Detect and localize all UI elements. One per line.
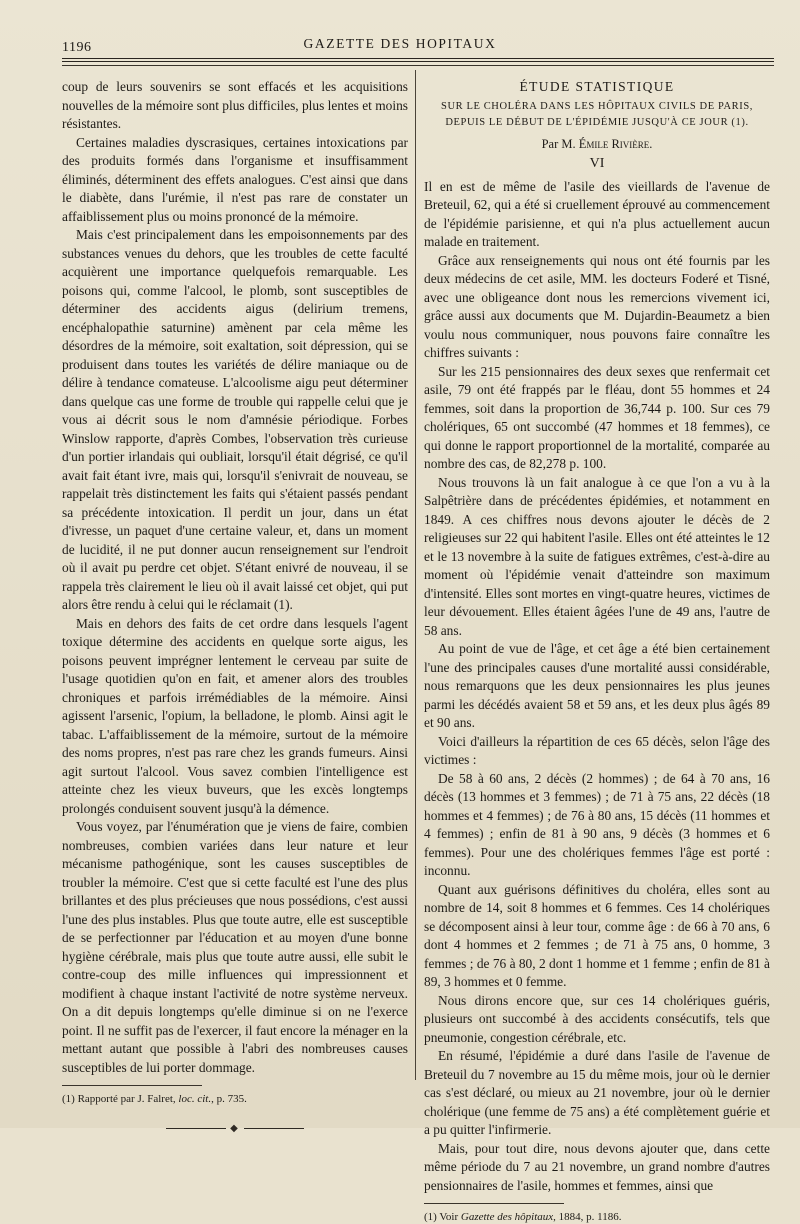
running-title: GAZETTE DES HOPITAUX [303, 36, 497, 51]
article-title: ÉTUDE STATISTIQUE [519, 79, 675, 94]
paragraph: De 58 à 60 ans, 2 décès (2 hommes) ; de 64 à 70 ans, 16 décès (13 hommes et 3 femmes) ; de 71 à 75 ans, 22 décès (18 hommes et 4 femmes) ; de 76 à 80 ans, 15 décès (11 hommes et 4 femmes) ; enfin de 81 à 90 ans, 9 décès (3 hommes et 6 femmes). Pour une des cholériques femmes l'âge est porté : inconnu. [424, 770, 770, 878]
page-number: 1196 [62, 40, 92, 55]
paragraph: Grâce aux renseignements qui nous ont été fournis par les deux médecins de cet asile, MM. les docteurs Foderé et Tisné, avec une obligeance dont nous les remercions vivement ici, grâce aussi aux documents que M. Dujardin-Beaumetz a bien voulu nous communiquer, nous pouvons faire connaître les chiffres suivants : [424, 252, 770, 360]
right-column [424, 78, 770, 1224]
column-divider [415, 70, 416, 1080]
paragraph: Voici d'ailleurs la répartition de ces 65 décès, selon l'âge des victimes : [424, 733, 770, 767]
footnote-text: Rapporté par J. Falret, [77, 1093, 176, 1105]
end-ornament [155, 1120, 315, 1139]
footnote-marker: (1) [424, 1211, 437, 1223]
paragraph: Il en est de même de l'asile des vieillards de l'avenue de Breteuil, 62, qui a été si cruellement éprouvé au commencement de l'épidémie parisienne, et qui n'a plus actuellement aucun malade en traitement. [424, 178, 770, 249]
paragraph: Nous dirons encore que, sur ces 14 cholériques guéris, plusieurs ont succombé à des accidents consécutifs, tels que pneumonie, congestion cérébrale, etc. [424, 992, 770, 1045]
byline [424, 135, 770, 154]
paragraph: En résumé, l'épidémie a duré dans l'asile de l'avenue de Breteuil du 7 novembre au 15 du même mois, jour où le dernier cas s'est déclaré, ou mieux au 21 novembre, jour où le dernier cholérique (une femme de 75 ans) a été complètement guérie et a pu quitter l'infirmerie. [424, 1048, 770, 1137]
footnote [424, 1210, 770, 1224]
paragraph: Certaines maladies dyscrasiques, certaines intoxications par des produits formés dans l'organisme et insuffisamment éliminés, déterminent des effets analogues. C'est ainsi que dans le diabète, dans l'urémie, il n'est pas rare de constater un affaiblissement plus ou moins prononcé de la mémoire. [62, 134, 408, 224]
paragraph: coup de leurs souvenirs se sont effacés et les acquisitions nouvelles de la mémoire sont plus difficiles, plus lentes et moins résistantes. [62, 79, 408, 131]
byline-author: Émile Rivière. [578, 136, 653, 151]
footnote-italic: Gazette des hôpitaux [460, 1211, 554, 1223]
paragraph: Mais c'est principalement dans les empoisonnements par des substances venues du dehors, que les troubles de cette faculté acquièrent une importance quelquefois remarquable. Les poisons qui, comme l'alcool, le plomb, sont susceptibles de déterminer des accidents aigus (delirium tremens, encéphalopathie saturnine) amènent par cela même les désordres de la mémoire, soit exaltation, soit dépression, qui se produisent dans toutes les variétés de délire maniaque ou de délire à tendance comateuse. L'alcoolisme aigu peut déterminer dans quelque cas une forme de trouble qui rappelle celui que je vous ai décrit sous le nom d'amnésie périodique. Forbes Winslow rapporte, d'après Combes, l'observation très curieuse d'un portier irlandais qui oubliait, lorsqu'il était dégrisé, ce qu'il avait fait étant ivre, mais qui, lorsqu'il s'enivrait de nouveau, se rappelait très distinctement les faits qui s'étaient passés pendant sa précédente intoxication. Il perdit un jour, dans un état d'ivresse, un paquet d'une certaine valeur, et, dans un moment de lucidité, il ne put donner aucun renseignement sur l'endroit où il avait pu perdre cet objet. S'étant enivré de nouveau, il se rappela très clairement le lieu où il avait laissé cet objet, qui put alors être rendu à celui qui le réclamait (1). [62, 227, 408, 612]
footnote-italic: loc. cit. [178, 1093, 212, 1105]
footnote-tail: , p. 735. [211, 1093, 247, 1105]
paragraph: Mais, pour tout dire, nous devons ajouter que, dans cette même période du 7 au 21 novembre, un grand nombre d'autres pensionnaires de l'asile, hommes et femmes, ainsi que [424, 1140, 770, 1193]
paragraph: Quant aux guérisons définitives du choléra, elles sont au nombre de 14, soit 8 hommes et 6 femmes. Ces 14 cholériques se décomposent ainsi à leur tour, comme âge : de 66 à 70 ans, 6 dont 4 hommes et 2 femmes ; de 71 à 75 ans, 0 homme, 3 femmes ; de 76 à 80, 2 dont 1 homme et 1 femme ; enfin de 81 à 89, 3 hommes et 0 femme. [424, 881, 770, 989]
article-subtitle: SUR LE CHOLÉRA DANS LES HÔPITAUX CIVILS DE PARIS, DEPUIS LE DÉBUT DE L'ÉPIDÉMIE JUSQU'À CE JOUR (1). [441, 100, 753, 128]
footnote-text: Voir [439, 1211, 459, 1223]
footnote-marker: (1) [62, 1093, 75, 1105]
footnote [62, 1092, 408, 1106]
paragraph: Sur les 215 pensionnaires des deux sexes que renfermait cet asile, 79 ont été frappés par le fléau, dont 55 hommes et 24 femmes, soit dans la proportion de 36,744 p. 100. Sur ces 79 cholériques, 65 ont succombé (47 hommes et 18 femmes), ce qui donne le rapport proportionnel de la mortalité, comparée au nombre des cas, de 82,278 p. 100. [424, 363, 770, 471]
paragraph: Au point de vue de l'âge, et cet âge a été bien certainement l'une des principales causes d'une mortalité aussi considérable, nous remarquons que les deux pensionnaires les plus jeunes parmi les décédés avaient 58 et 59 ans, et les deux plus âgés 89 et 90 ans. [424, 641, 770, 730]
header-thin-rule [62, 65, 774, 66]
footnote-rule [62, 1085, 202, 1086]
ornament-line [166, 1128, 226, 1129]
ornament-diamond-icon: ◆ [230, 1123, 240, 1134]
header-double-rule [62, 58, 774, 62]
paragraph: Nous trouvons là un fait analogue à ce que l'on a vu à la Salpêtrière dans de précédentes épidémies, et notamment en 1849. A ces chiffres nous devons ajouter le décès de 2 religieuses sur 22 qui habitent l'asile. Elles ont été atteintes le 12 et le 13 novembre à la suite de fatigues extrêmes, c'est-à-dire au moment où l'épidémie venait d'atteindre son maximum d'intensité. Elles sont mortes en vingt-quatre heures, victimes de leur dévouement. Elles étaient âgées l'une de 49 ans, l'autre de 58 ans. [424, 474, 770, 638]
footnote-tail: , 1884, p. 1186. [553, 1211, 622, 1223]
byline-prefix: Par M. [541, 136, 576, 151]
paragraph: Vous voyez, par l'énumération que je viens de faire, combien nombreuses, combien variées dans leur nature et leur mécanisme pathogénique, sont les causes susceptibles de troubler la mémoire. C'est que si cette faculté est l'une des plus brillantes et des plus précieuses que nous possédions, c'est aussi l'une des plus instables. Plus que toute autre, elle est susceptible de se perfectionner par l'éducation et au moyen d'une bonne hygiène cérébrale, mais plus que toute autre aussi, elle subit le contre-coup des mille influences qui impressionnent et modifient à chaque instant l'activité de notre système nerveux. On a dit depuis longtemps qu'elle diminue si on ne l'exerce point. Il ne suffit pas de l'exercer, il faut encore la ménager en la mettant autant que possible à l'abri des nombreuses causes susceptibles de lui porter dommage. [62, 819, 408, 1075]
paragraph: Mais en dehors des faits de cet ordre dans lesquels l'agent toxique détermine des accidents en quelque sorte aigus, les poisons peuvent imprégner lentement le cerveau par suite de l'usage quotidien qu'on en fait, et amener alors des troubles chroniques et parfois irrémédiables de la mémoire. Ainsi agissent l'arsenic, l'opium, la belladone, le plomb. Ainsi agit le tabac. L'affaiblissement de la mémoire, surtout de la mémoire des noms propres, n'est pas rare chez les grands fumeurs. Ainsi agit surtout l'alcool. Vous savez combien l'intelligence est atteinte chez les vieux buveurs, que les excès longtemps prolongés conduisent souvent jusqu'à la démence. [62, 615, 408, 816]
section-number: VI [589, 156, 605, 171]
ornament-line [244, 1128, 304, 1129]
left-column [62, 78, 408, 1139]
footnote-rule [424, 1203, 564, 1204]
